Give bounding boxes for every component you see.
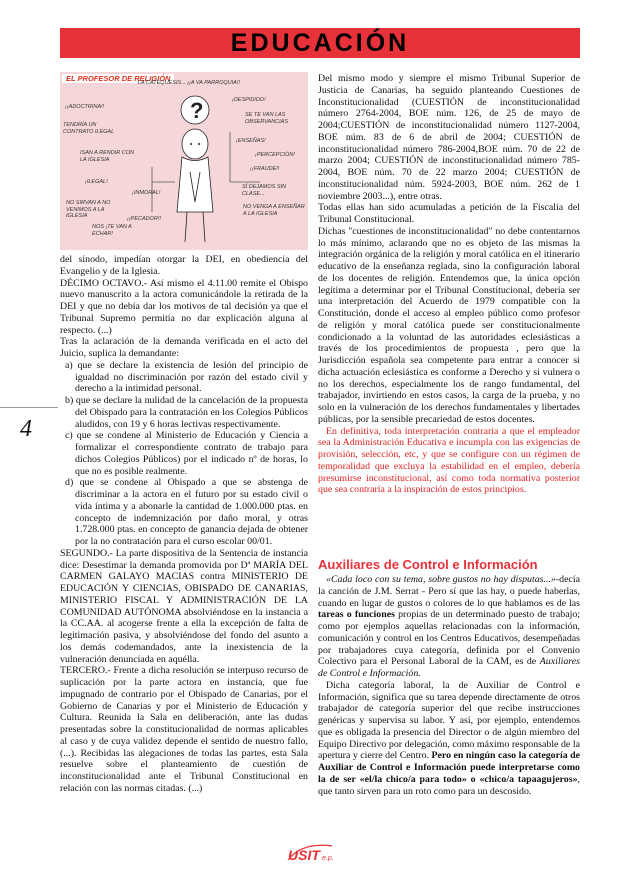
quote-text: «Cada loco con su tema, sobre gustos no hay disputas...»- xyxy=(326,574,560,585)
doodle-text: ¡¡ADOCTRINA!! xyxy=(65,104,105,110)
highlighted-paragraph: En definitiva, toda interpretación contraria a que el empleador sea la Administración Educativa e incumpla con las exigencias de provisión, selección, etc, y que se configure con un régimen de temporalidad que excluya la estabilidad en el empleo, debería presumirse inconstitucional, así como toda normativa posterior que sea contraria a la inspiración de estos principios. xyxy=(318,425,580,496)
cartoon-illustration xyxy=(60,72,308,250)
usit-logo-mark xyxy=(282,838,340,866)
paragraph: del sínodo, impedían otorgar la DEI, en obediencia del Evangelio y de la Iglesia. xyxy=(60,254,308,277)
paragraph xyxy=(318,574,580,680)
doodle-text: NOS ¡TE VAN A ECHAR! xyxy=(92,224,132,237)
paragraph: Tras la aclaración de la demanda verificada en el acto del Juicio, suplica la demandante: xyxy=(60,336,308,359)
doodle-text: ¡DESPIDIDO! xyxy=(232,97,266,103)
page-title: EDUCACIÓN xyxy=(230,29,410,57)
question-mark-icon: ? xyxy=(190,98,204,123)
text-run: propias de un determinado puesto de trabajo; como por ejemplos aquellas relacionadas con la información, comunicación y control en los Centros Educativos, desempeñadas por trabajadores cuya categoría, definida por el Convenio Colectivo para el Personal Laboral de la CAM, es de xyxy=(318,609,581,668)
doodle-text: ¡¡FRAUDE!! xyxy=(250,166,280,172)
paragraph xyxy=(318,680,580,798)
logo-text: USIT xyxy=(288,847,320,863)
right-column xyxy=(318,73,580,496)
doodle-text: ¡INMORAL! xyxy=(132,190,161,196)
doodle-text: ¡ENSEÑAS! xyxy=(236,138,266,144)
italic-text: Auxiliares de Control e Información. xyxy=(318,656,580,679)
doodle-text: SÍ DEJAMOS SIN CLASE... xyxy=(242,184,287,197)
paragraph: Dichas "cuestiones de inconstitucionalidad" no debe contentarnos lo más mínimo, aclarando que no es objeto de las mismas la integración orgánica de la religión y moral católica en el itinerario educativo de la enseñanza reglada, sino la configuración laboral de los docentes de religión. Entendemos que, la única opción legítima a determinar por el Tribunal Constitucional, debería ser una interpretación del Acuerdo de 1979 compatible con la Constitución, donde el acceso al empleo público como profesor de religión y moral católica puede ser constitucionalmente condicionado a la voluntad de las autoridades eclesiásticas a través de los procedimientos de propuesta , pero que la Jurisdicción española sea competente para entrar a conocer si dicha actuación eclesiástica es conforme a Derecho y si vulnera o no los derechos, especialmente los de rango fundamental, del trabajador, invirtiendo en estos casos, la carga de la prueba, y no solo en la vulneración de los derechos fundamentales y libertades públicas, por la sensible precariedad de estos docentes. xyxy=(318,225,580,425)
paragraph: Del mismo modo y siempre el mismo Tribunal Superior de Justicia de Canarias, ha seguido planteando Cuestiones de Inconstitucionalidad (CUESTIÓN de inconstitucionalidad número 2764-2004, BOE núm. 126, de 25 de mayo de 2004;CUESTIÓN de inconstitucionalidad número 1127-2004, BOE núm. 83 de 6 de abril de 2004; CUESTIÓN de inconstitucionalidad número 786-2004,BOE núm. 70 de 22 de marzo 2004; CUESTIÓN de inconstitucionalidad número 785-2004, BOE núm. 70 de 22 marzo 2004; CUESTIÓN de inconstitucionalidad núm. 5924-2003, BOE núm. 262 de 1 noviembre 2003...), entre otras. xyxy=(318,73,580,202)
doodle-text: LA CATEQUESIS... ¡¡A VA PARROQUIA!! xyxy=(138,80,240,86)
logo-suffix: e.p. xyxy=(322,855,334,862)
section-heading: Auxiliares de Control e Información xyxy=(318,557,538,572)
text-run: Dicha categoría laboral, la de Auxiliar de Control e Información, significa que su tarea depende directamente de otros trabajador de categoría superior del que recibe instrucciones genéricas y supervisa su labor. Y así, por ejemplo, entendemos que es obligada la presencia del Director o de algún miembro del Equipo Directivo por delegación, como máximo responsable de la apertura y cierre del Centro. xyxy=(318,679,580,762)
bold-text: Pero en ningún caso la categoría de Auxiliar de Control e Información puede interpretarse como la de ser «el/la chico/a para todo» o «chico/a tapaagujeros» xyxy=(318,750,580,785)
list-item: a) que se declare la existencia de lesión del principio de igualdad no discriminación por razón del estado civil y derecho a la intimidad personal. xyxy=(65,359,308,395)
doodle-text: SE TE VAN LAS OBSERVANCIAS xyxy=(245,112,288,125)
paragraph: DÉCIMO OCTAVO.- Así mismo el 4.11.00 remite el Obispo nuevo manuscrito a la actora comunicándole la retirada de la DEI y que no debía dar los motivos de tal decisión ya que el Tribunal Supremo permitía no dar explicación alguna al respecto. (...) xyxy=(60,277,308,336)
doodle-text: NO VENGA A ENSEÑAR A LA IGLESIA xyxy=(243,204,305,217)
list-item: b) que se declare la nulidad de la cancelación de la propuesta del Obispado para la contratación en los Colegios Públicos aludidos, con 19 y 6 horas lectivas respectivamente. xyxy=(65,395,308,430)
doodle-text: ¡PERCEPCIÓN! xyxy=(255,152,295,158)
list-item: d) que se condene al Obispado a que se abstenga de discriminar a la actora en el futuro por su estado civil o vida íntima y a abonarle la cantidad de 1.000.000 ptas. en concepto de indemnización por daño moral, y otras 1.728.000 ptas. en concepto de ganancia dejada de obtener por la no contratación para el curso escolar 00/01. xyxy=(65,477,308,547)
illustration-label: EL PROFESOR DE RELIGIÓN xyxy=(62,74,174,83)
doodle-text: ISAN A RENDIR CON LA IGLESIA xyxy=(80,150,134,163)
paragraph: SEGUNDO.- La parte dispositiva de la Sentencia de instancia dice: Desestimar la demanda promovida por Dª MARÍA DEL CARMEN GALAYO MACIAS contra MINISTERIO DE EDUCACIÓN Y CIENCIAS, OBISPADO DE CANARIAS, MINISTERIO FISCAL Y ADMINISTRACIÓN DE LA COMUNIDAD AUTÓNOMA absolviéndose en la instancia a la CC.AA. al acogerse frente a ella la excepción de falta de legitimación pasiva, y absolviéndose del fondo del asunto a los demás codemandados, ante la inexistencia de la vulneración denunciada en aquélla. xyxy=(60,547,308,665)
usit-logo xyxy=(282,838,340,866)
left-column xyxy=(60,254,308,795)
page-number: 4 xyxy=(20,416,32,442)
section-banner xyxy=(60,28,580,58)
doodle-text: ¡ILEGAL! xyxy=(85,179,108,185)
bold-text: tareas o funciones xyxy=(318,609,395,621)
section-body xyxy=(318,574,580,797)
doodle-text: TENDRÍA UN CONTRATO ILEGAL xyxy=(63,122,115,135)
list-item: c) que se condene al Ministerio de Educación y Ciencia a formalizar el correspondiente contrato de trabajo para dichos Colegios Públicos) por el indicado nº de horas, lo que no es posible realmente. xyxy=(65,430,308,477)
text-run: decía la canción de J.M. Serrat - Pero sí que las hay, o puede haberlas, cuando en lugar de gustos o colores de lo que hablamos es de las xyxy=(318,574,580,609)
text-run: , que tanto sirven para un roto como para un descosido. xyxy=(318,773,580,797)
paragraph: Todas ellas han sido acumuladas a petición de la Fiscalía del Tribunal Constitucional. xyxy=(318,202,580,225)
page-number-rule xyxy=(0,407,58,408)
doodle-text: ¡¡PECADOR!! xyxy=(127,216,161,222)
paragraph: TERCERO.- Frente a dicha resolución se interpuso recurso de suplicación por la parte actora en instancia, que fue impugnado de contrario por el Obispado de Canarias, por el Gobierno de Canarias y por el Ministerio de Educación y Cultura. Reunida la Sala en deliberación, ante las dudas presentadas sobre la constitucionalidad de normas aplicables al caso y de cuya validez depende el sentido de nuestro fallo, (...). Recibidas las alegaciones de todas las partes, esta Sala resuelve sobre el planteamiento de cuestión de inconstitucionalidad ante el Tribunal Constitucional en relación con las normas citadas. (...) xyxy=(60,665,308,794)
doodle-text: NO SIRVAN A NO VENIMOS A LA IGLESIA xyxy=(66,200,111,219)
